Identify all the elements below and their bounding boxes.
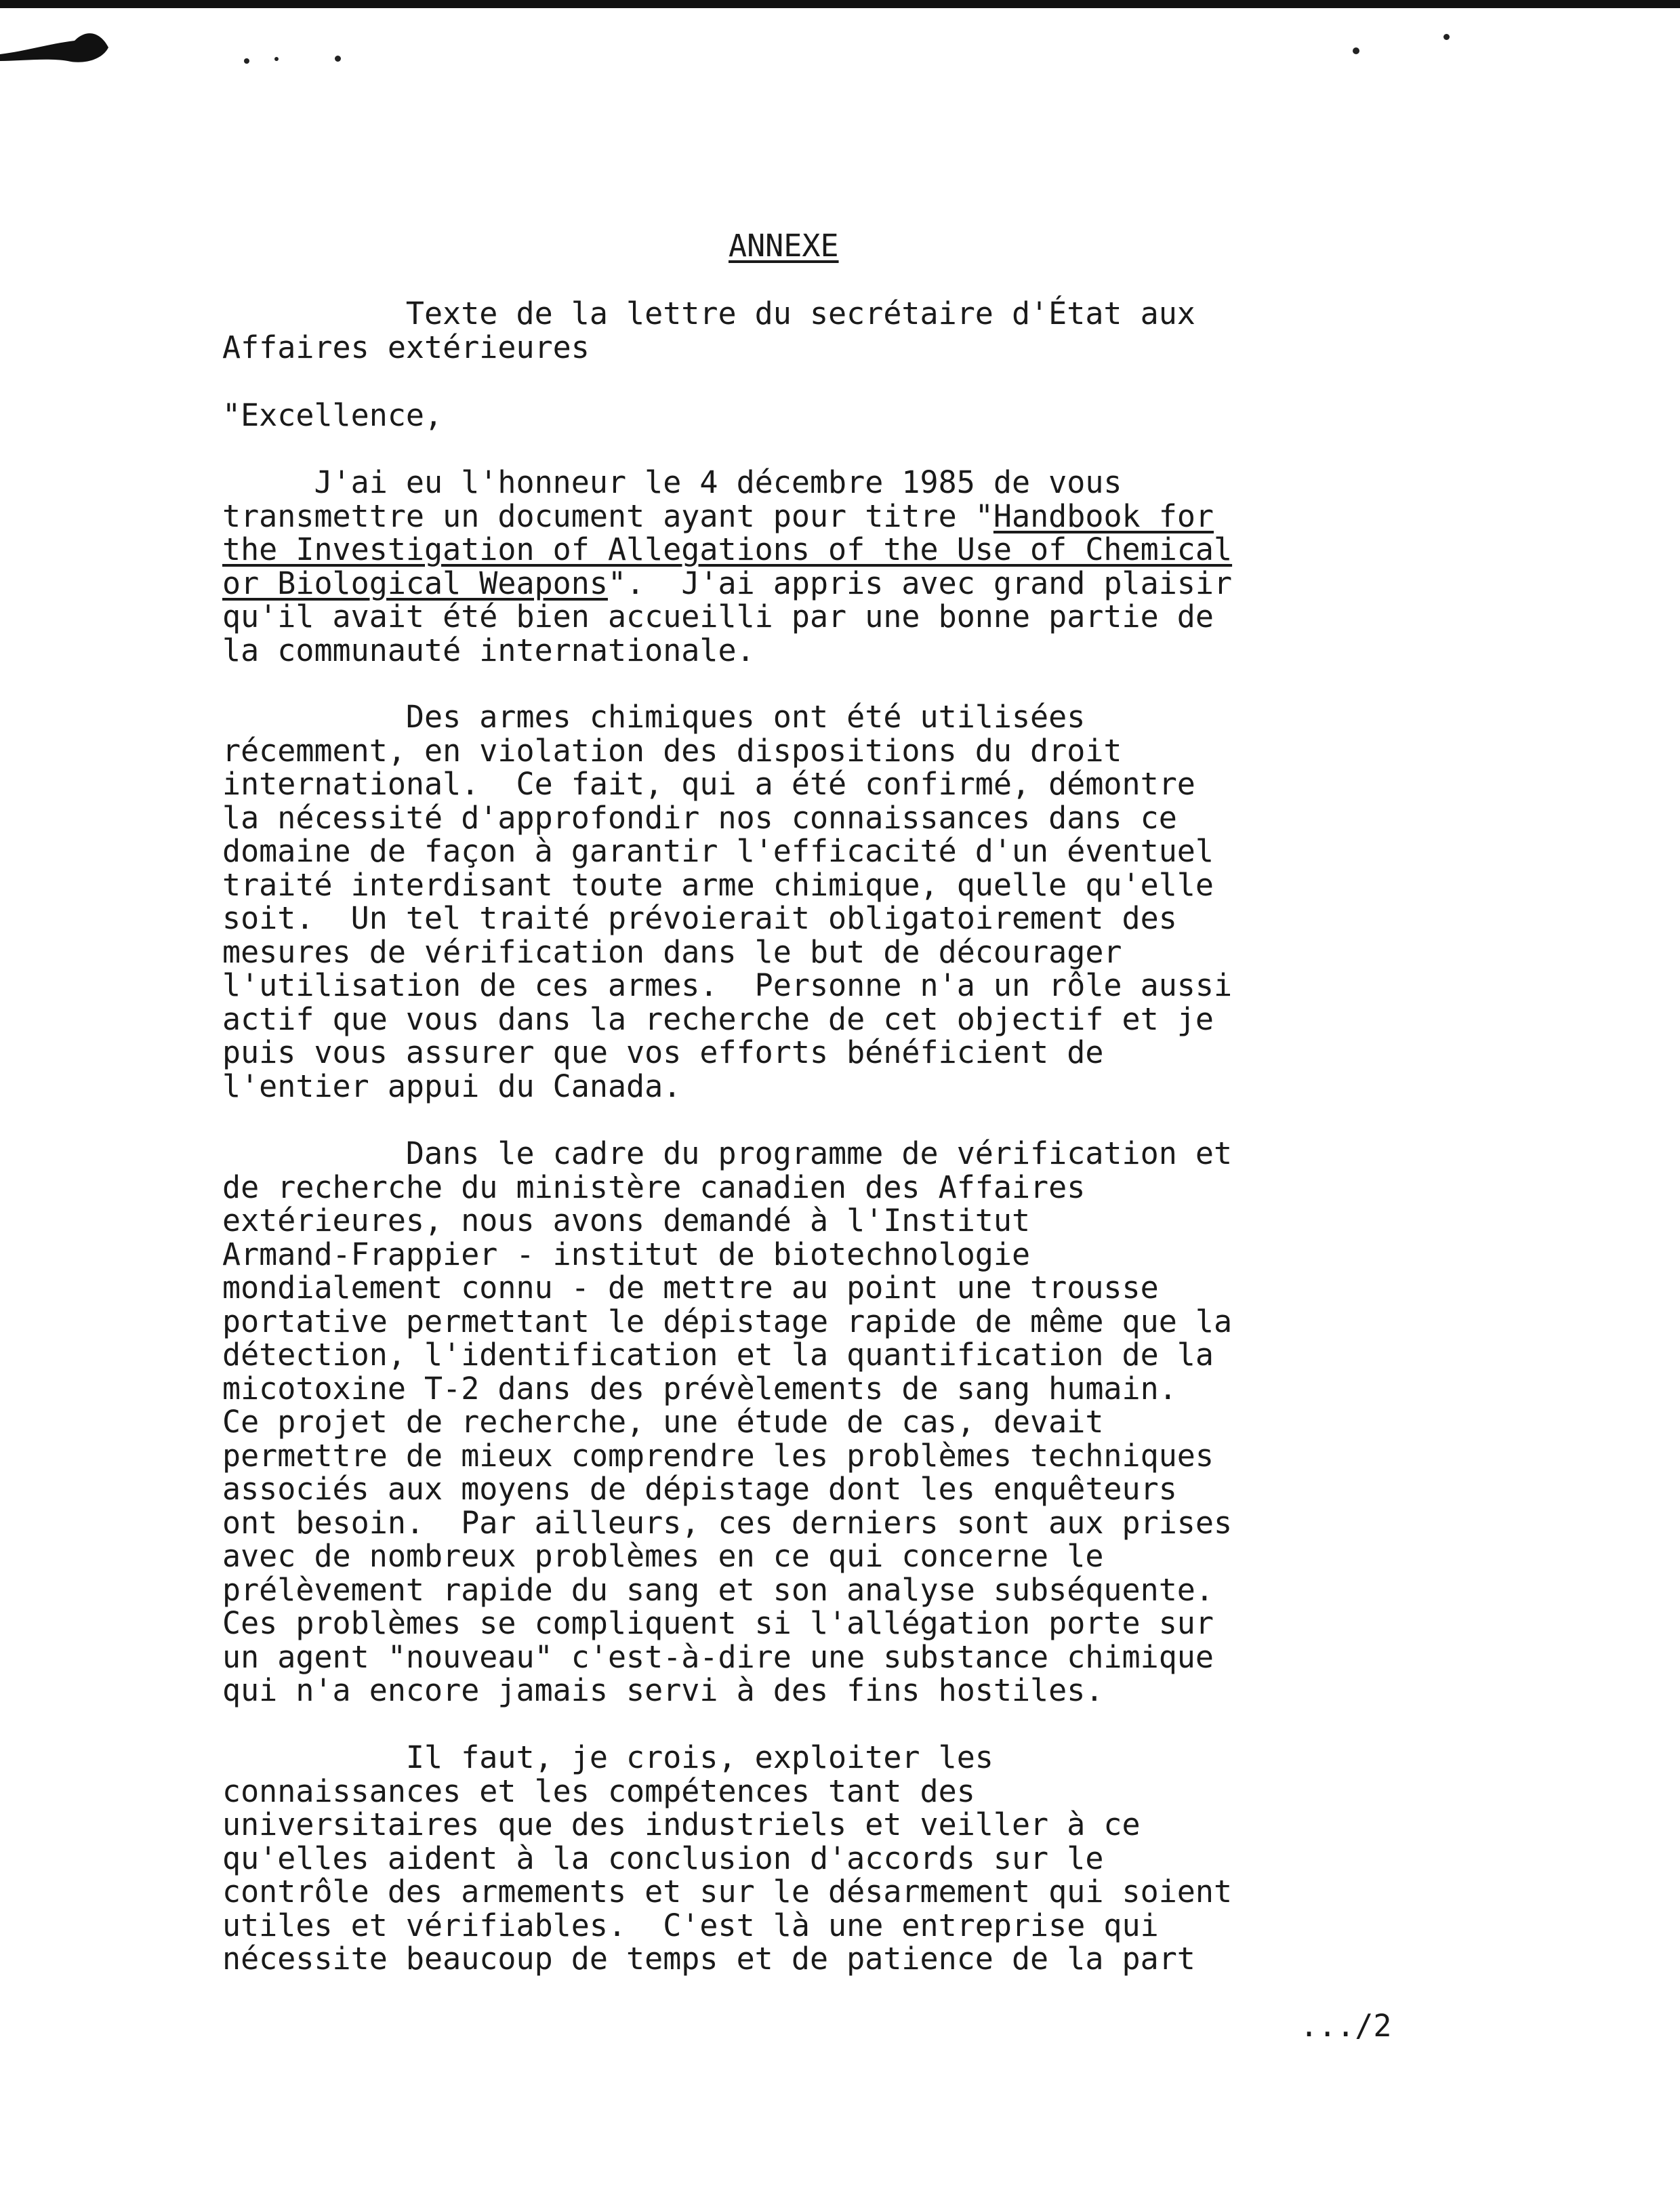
salutation-text: "Excellence, [222,397,443,433]
paragraph-line: nécessite beaucoup de temps et de patience de la part [222,1941,1195,1977]
scan-speck [274,57,279,61]
paragraph-line [222,567,1361,601]
paragraph-line: ont besoin. Par ailleurs, ces derniers sont aux prises [222,1504,1233,1541]
paragraph-text: transmettre un document ayant pour titre " [222,498,993,534]
handbook-title-part: the Investigation of Allegations of the Use of Chemical [222,531,1233,567]
paragraph-line: universitaires que des industriels et veiller à ce [222,1806,1141,1842]
paragraph-line: la nécessité d'approfondir nos connaissances dans ce [222,799,1177,836]
paragraph-line: micotoxine T-2 dans des prévèlements de sang humain. [222,1370,1177,1407]
paragraph-line: la communauté internationale. [222,632,755,668]
scan-speck [1353,47,1359,54]
paragraph-line: traité interdisant toute arme chimique, quelle qu'elle [222,866,1214,903]
paragraph-line [222,500,1361,533]
paragraph-line: soit. Un tel traité prévoierait obligatoirement des [222,900,1177,936]
continuation-page-marker: .../2 [1300,2008,1392,2044]
paragraph-line: permettre de mieux comprendre les problèmes techniques [222,1437,1214,1474]
paragraph-line: utiles et vérifiables. C'est là une entreprise qui [222,1907,1159,1943]
paragraph-line: qu'elles aident à la conclusion d'accords sur le [222,1840,1104,1876]
handbook-title-part: or Biological Weapons [222,565,608,601]
paragraph-line: mesures de vérification dans le but de décourager [222,933,1122,970]
paragraph-line: contrôle des armements et sur le désarmement qui soient [222,1874,1233,1910]
paragraph-line: puis vous assurer que vos efforts bénéficient de [222,1034,1104,1070]
paragraph-line: associés aux moyens de dépistage dont les enquêteurs [222,1471,1177,1507]
paragraph-line: qui n'a encore jamais servi à des fins hostiles. [222,1672,1104,1708]
handbook-title-part: Handbook for [993,498,1214,534]
paragraph-line: J'ai eu l'honneur le 4 décembre 1985 de vous [222,464,1122,500]
paragraph-line: extérieures, nous avons demandé à l'Institut [222,1203,1031,1238]
scan-speck [335,56,341,62]
paragraph-line: qu'il avait été bien accueilli par une bonne partie de [222,599,1214,634]
paragraph-1 [222,466,1361,667]
paragraph-line: Ces problèmes se compliquent si l'allégation porte sur [222,1605,1214,1641]
paragraph-3 [222,1137,1361,1708]
paragraph-line: prélèvement rapide du sang et son analyse subséquente. [222,1571,1214,1608]
paragraph-line: l'entier appui du Canada. [222,1068,682,1104]
paragraph-4 [222,1741,1361,1976]
paragraph-line: actif que vous dans la recherche de cet objectif et je [222,1001,1214,1037]
paragraph-line: Il faut, je crois, exploiter les [222,1739,993,1775]
scan-top-border [0,0,1680,8]
paragraph-line: Ce projet de recherche, une étude de cas, devait [222,1404,1104,1440]
paragraph-line: Des armes chimiques ont été utilisées [222,699,1086,735]
annex-heading: ANNEXE [729,228,839,264]
paragraph-2 [222,700,1361,1103]
paragraph-line: domaine de façon à garantir l'efficacité d'un éventuel [222,833,1214,869]
paragraph-line: mondialement connu - de mettre au point une trousse [222,1270,1159,1306]
scan-speck [1443,34,1450,40]
paragraph-line: récemment, en violation des dispositions du droit [222,732,1122,769]
scan-smudge-mark [0,20,115,68]
paragraph-line: Armand-Frappier - institut de biotechnologie [222,1236,1031,1272]
paragraph-line: connaissances et les compétences tant des [222,1773,975,1809]
paragraph-line: détection, l'identification et la quantification de la [222,1337,1214,1373]
paragraph-line: de recherche du ministère canadien des Affaires [222,1169,1086,1205]
paragraph-line: un agent "nouveau" c'est-à-dire une substance chimique [222,1638,1214,1675]
paragraph-line: l'utilisation de ces armes. Personne n'a un rôle aussi [222,967,1233,1003]
paragraph-text: ". J'ai appris avec grand plaisir [607,565,1233,601]
paragraph-line: portative permettant le dépistage rapide de même que la [222,1303,1233,1339]
subtitle-line: Texte de la lettre du secrétaire d'État aux [222,296,1195,331]
paragraph-line: avec de nombreux problèmes en ce qui concerne le [222,1538,1104,1574]
scan-speck [244,58,249,64]
paragraph-line: international. Ce fait, qui a été confirmé, démontre [222,766,1195,802]
subtitle-line: Affaires extérieures [222,329,590,365]
salutation [222,399,1361,432]
letter-subtitle [222,297,1361,364]
paragraph-line: Dans le cadre du programme de vérification et [222,1135,1233,1171]
